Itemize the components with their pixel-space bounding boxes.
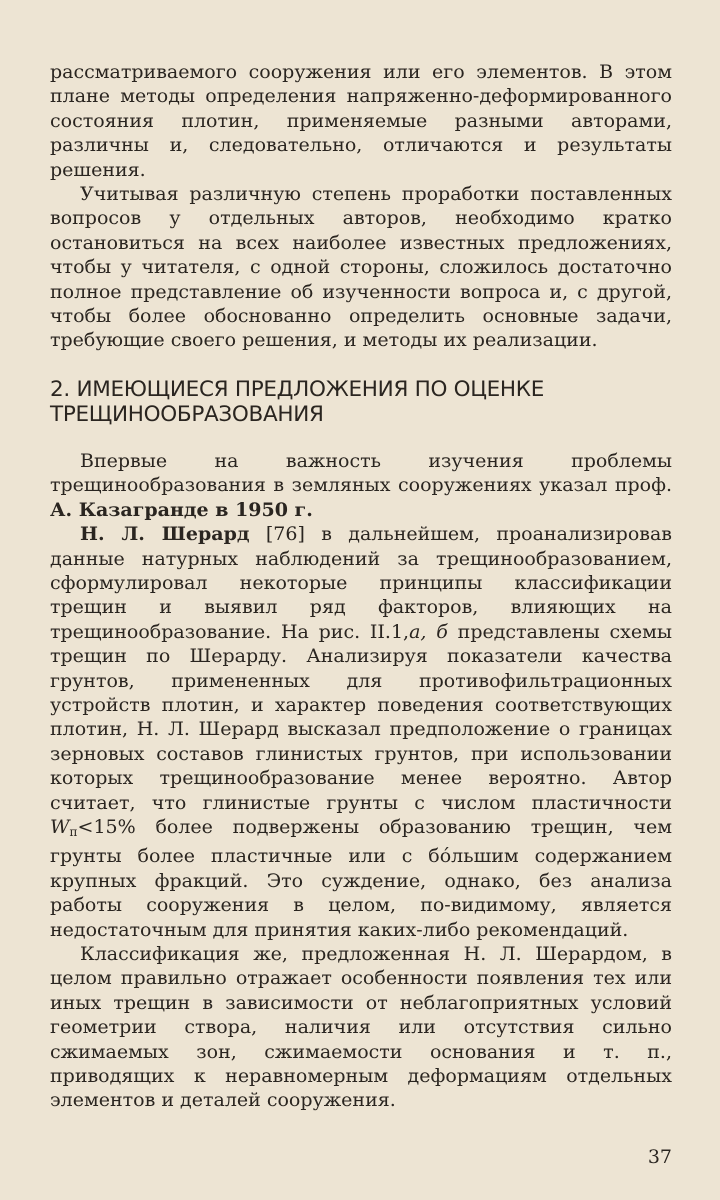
plasticity-symbol: W — [50, 815, 70, 838]
author-sherard: Н. Л. Шерард — [80, 523, 250, 546]
paragraph-casagrande — [50, 449, 672, 522]
paragraph-overview: Учитывая различную степень проработки поставленных вопросов у отдельных авторов, необходимо кратко остановиться на всех наиболее известных предложениях, чтобы у читателя, с одной стороны, сложилось достаточно полное представление об изученности вопроса и, с другой, чтобы более обоснованно определить основные задачи, требующие своего решения, и методы их реализации. — [50, 183, 672, 352]
section-heading: 2. ИМЕЮЩИЕСЯ ПРЕДЛОЖЕНИЯ ПО ОЦЕНКЕ ТРЕЩИНООБРАЗОВАНИЯ — [50, 376, 545, 427]
paragraph-sherard-text-a: [76] в дальнейшем, проанализировав данные натурных наблюдений за трещинообразованием, сформулировал некоторые принципы классификации трещин и выявил ряд факторов, влияющих на трещинообразование. На рис. II.1, — [50, 523, 672, 643]
paragraph-casagrande-text: Впервые на важность изучения проблемы трещинообразования в земляных сооружениях указал проф. — [50, 449, 672, 497]
plasticity-subscript: п — [69, 824, 78, 839]
paragraph-sherard-text-c: <15% более подвержены образованию трещин, чем грунты более пластичные или с бо́льшим содержанием крупных фракций. Это суждение, однако, без анализа работы сооружения в целом, по-видимому, является недостаточным для принятия каких-либо рекомендаций. — [50, 815, 672, 941]
author-casagrande: А. Казагранде в 1950 г. — [50, 498, 313, 521]
paragraph-classification: Классификация же, предложенная Н. Л. Шерардом, в целом правильно отражает особенности появления тех или иных трещин в зависимости от неблагоприятных условий геометрии створа, наличия или отсутствия сильно сжимаемых зон, сжимаемости основания и т. п., приводящих к неравномерным деформациям отдельных элементов и деталей сооружения. — [50, 943, 672, 1112]
page-number: 37 — [647, 1146, 672, 1168]
paragraph-continuation: расcматриваемого сооружения или его элементов. В этом плане методы определения напряженно-деформированного состояния плотин, применяемые разными авторами, различны и, следовательно, отличаются и результаты решения. — [50, 61, 672, 181]
paragraph-sherard — [50, 522, 672, 942]
paragraph-sherard-text-b: представлены схемы трещин по Шерарду. Анализируя показатели качества грунтов, примененных для противофильтрационных устройств плотин, и характер поведения соответствующих плотин, Н. Л. Шерард высказал предположение о границах зерновых составов глинистых грунтов, при использовании которых трещинообразование менее вероятно. Автор считает, что глинистые грунты с числом пластичности — [50, 620, 672, 814]
figure-reference-letters: а, б — [409, 620, 448, 643]
